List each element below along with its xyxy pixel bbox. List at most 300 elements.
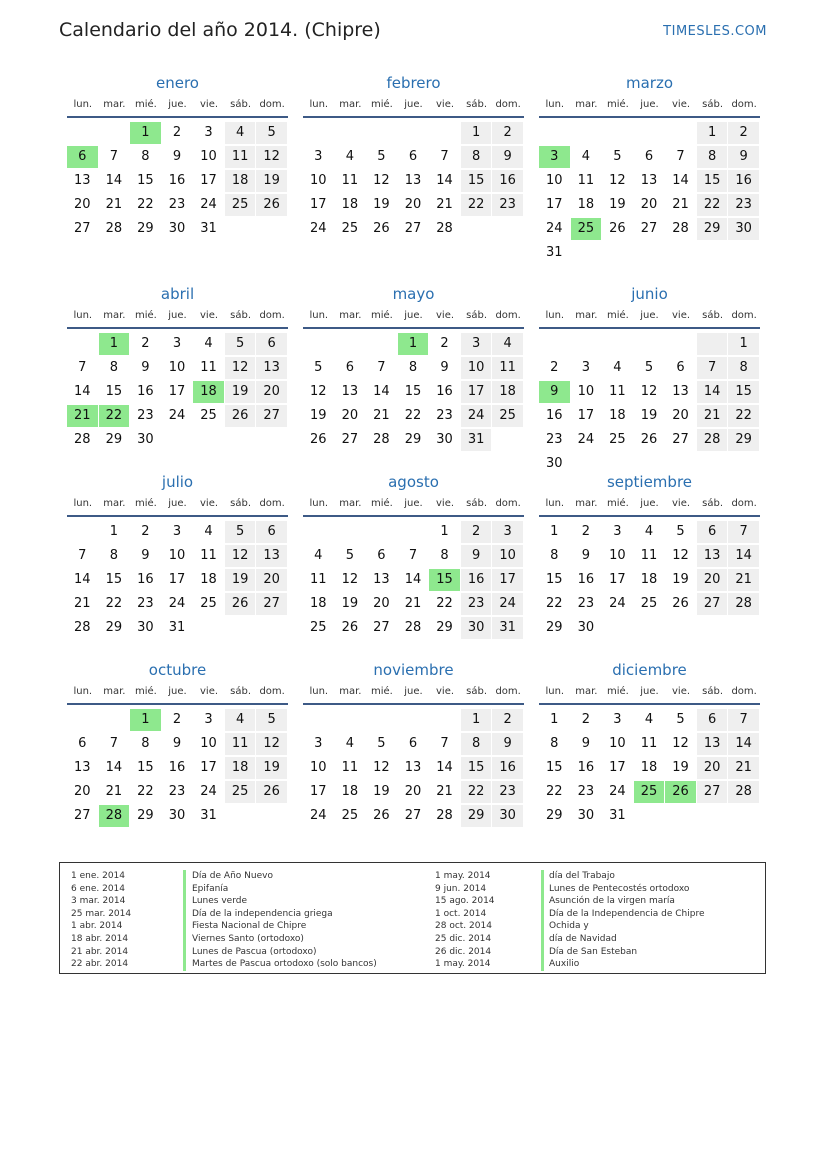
day-cell: 19 (640, 408, 658, 423)
day-cell: 1 (728, 333, 759, 355)
day-cell: 13 (373, 572, 390, 587)
weekday-label: lun. (309, 98, 329, 110)
day-cell: 2 (728, 122, 759, 144)
day-cell: 28 (436, 221, 453, 236)
day-cell: 18 (341, 784, 359, 799)
weekday-label: lun. (73, 497, 93, 509)
day-cell: 16 (168, 760, 186, 775)
day-cell: 5 (225, 333, 256, 355)
day-cell: 4 (225, 709, 256, 731)
day-cell: 10 (577, 384, 595, 399)
empty-cell (398, 521, 429, 543)
day-cell: 8 (728, 357, 759, 379)
day-cell: 20 (697, 757, 728, 779)
day-cell: 17 (492, 569, 523, 591)
day-cell: 28 (436, 808, 453, 823)
day-cell: 29 (137, 221, 154, 236)
day-cell: 27 (404, 221, 422, 236)
day-cell: 16 (137, 384, 154, 399)
day-cell: 14 (697, 381, 728, 403)
weekday-label: mar. (103, 497, 126, 509)
day-cell: 17 (461, 381, 492, 403)
day-cell: 11 (225, 146, 256, 168)
weekday-label: sáb. (702, 98, 724, 110)
day-cell: 29 (105, 620, 123, 635)
day-cell: 12 (373, 173, 390, 188)
day-cell: 23 (461, 593, 492, 615)
day-cell: 31 (546, 245, 563, 260)
day-cell: 30 (137, 432, 154, 447)
day-cell: 29 (105, 432, 123, 447)
day-cell: 5 (377, 736, 386, 751)
weekday-label: vie. (672, 98, 691, 110)
day-cell: 23 (577, 784, 595, 799)
weekday-label: mié. (370, 98, 393, 110)
day-cell: 7 (440, 149, 449, 164)
empty-cell (366, 122, 397, 144)
day-cell: 22 (728, 405, 759, 427)
day-cell: 10 (310, 760, 327, 775)
day-cell: 13 (74, 760, 91, 775)
day-cell: 7 (109, 736, 118, 751)
day-cell: 9 (461, 545, 492, 567)
day-cell: 11 (200, 360, 217, 375)
day-cell: 23 (546, 432, 563, 447)
day-cell: 27 (74, 221, 91, 236)
day-cell: 4 (492, 333, 523, 355)
day-cell: 5 (225, 521, 256, 543)
day-cell: 24 (609, 596, 626, 611)
weekday-header (539, 493, 760, 513)
day-cell: 21 (436, 197, 453, 212)
weekday-label: jue. (404, 309, 423, 321)
legend-holiday-name: Lunes de Pascua (ortodoxo) (192, 946, 317, 957)
day-cell: 30 (728, 218, 759, 240)
day-cell: 12 (640, 384, 658, 399)
day-cell: 8 (461, 146, 492, 168)
day-cell: 5 (345, 548, 354, 563)
day-cell: 31 (609, 808, 626, 823)
day-cell: 24 (461, 405, 492, 427)
day-cell: 4 (204, 524, 213, 539)
day-cell: 30 (577, 620, 595, 635)
header-rule (67, 116, 288, 118)
empty-cell (602, 333, 633, 355)
day-cell: 15 (105, 572, 123, 587)
day-cell: 19 (373, 197, 390, 212)
day-cell: 14 (74, 572, 91, 587)
day-cell: 19 (373, 784, 390, 799)
weekday-label: lun. (309, 497, 329, 509)
legend-right-names (549, 870, 705, 971)
day-cell: 11 (341, 173, 359, 188)
weekday-label: dom. (731, 309, 757, 321)
day-cell: 27 (404, 808, 422, 823)
weekday-label: mar. (339, 685, 362, 697)
day-cell: 2 (172, 712, 182, 727)
day-cell: 9 (440, 360, 449, 375)
day-cell: 2 (440, 336, 449, 351)
day-cell: 18 (341, 197, 359, 212)
day-cell: 13 (672, 384, 689, 399)
day-cell: 10 (461, 357, 492, 379)
legend-date: 18 abr. 2014 (71, 933, 129, 944)
day-cell: 30 (492, 805, 523, 827)
day-cell: 27 (697, 593, 728, 615)
holiday-day-cell: 26 (665, 781, 696, 803)
day-cell: 23 (137, 408, 154, 423)
day-cell: 26 (225, 405, 256, 427)
day-cell: 15 (105, 384, 123, 399)
month-name: julio (161, 473, 194, 491)
day-cell: 17 (577, 408, 595, 423)
day-cell: 1 (550, 712, 559, 727)
weekday-label: mar. (575, 309, 598, 321)
header-rule (539, 703, 760, 705)
month-name: enero (156, 74, 199, 92)
day-cell: 31 (492, 617, 523, 639)
day-cell: 25 (640, 596, 658, 611)
day-cell: 20 (373, 596, 390, 611)
day-cell: 5 (676, 712, 685, 727)
day-cell: 13 (697, 545, 728, 567)
empty-cell (99, 709, 130, 731)
day-cell: 25 (200, 408, 217, 423)
holiday-legend (59, 862, 766, 974)
day-cell: 6 (644, 149, 654, 164)
brand-link[interactable]: TIMESLES.COM (663, 24, 767, 39)
day-cell: 16 (137, 572, 154, 587)
day-cell: 9 (581, 548, 590, 563)
day-cell: 28 (728, 781, 759, 803)
weekday-label: sáb. (466, 685, 488, 697)
empty-cell (303, 333, 334, 355)
day-cell: 23 (137, 596, 154, 611)
weekday-label: dom. (495, 98, 521, 110)
day-cell: 28 (404, 620, 422, 635)
day-cell: 12 (672, 548, 689, 563)
day-cell: 30 (546, 456, 563, 471)
day-cell: 8 (141, 149, 150, 164)
day-cell: 11 (640, 736, 658, 751)
day-cell: 8 (440, 548, 449, 563)
weekday-label: mar. (339, 497, 362, 509)
day-cell: 21 (436, 784, 453, 799)
day-cell: 2 (172, 125, 182, 140)
weekday-header (539, 681, 760, 701)
day-cell: 24 (310, 808, 327, 823)
day-cell: 25 (492, 405, 523, 427)
legend-holiday-name: día de Navidad (549, 933, 617, 944)
legend-date: 15 ago. 2014 (435, 896, 495, 907)
day-cell: 1 (461, 709, 492, 731)
day-cell: 2 (141, 336, 150, 351)
day-cell: 6 (697, 709, 728, 731)
day-cell: 25 (341, 221, 359, 236)
month-name: septiembre (606, 473, 693, 491)
weekday-header (303, 94, 524, 114)
day-cell: 21 (697, 405, 728, 427)
day-cell: 12 (609, 173, 626, 188)
header-rule (539, 327, 760, 329)
month-name: diciembre (612, 661, 687, 679)
weekday-label: dom. (495, 685, 521, 697)
day-cell: 9 (141, 360, 150, 375)
weekday-label: mié. (370, 497, 393, 509)
header-rule (67, 327, 288, 329)
empty-cell (634, 122, 665, 144)
day-cell: 12 (225, 357, 256, 379)
day-cell: 23 (168, 197, 186, 212)
day-cell: 22 (461, 194, 492, 216)
day-cell: 14 (436, 760, 453, 775)
day-cell: 7 (109, 149, 118, 164)
empty-cell (398, 709, 429, 731)
weekday-label: vie. (200, 98, 219, 110)
day-cell: 16 (436, 384, 453, 399)
day-cell: 5 (314, 360, 323, 375)
day-cell: 4 (644, 712, 654, 727)
legend-holiday-name: Día de la Independencia de Chipre (549, 908, 705, 919)
day-cell: 17 (200, 173, 217, 188)
month-name: mayo (392, 285, 435, 303)
day-cell: 26 (373, 221, 390, 236)
day-cell: 22 (105, 596, 123, 611)
day-cell: 28 (74, 620, 91, 635)
month-noviembre (303, 659, 524, 829)
weekday-label: sáb. (230, 98, 252, 110)
day-cell: 21 (672, 197, 689, 212)
day-cell: 6 (345, 360, 354, 375)
weekday-label: mié. (134, 497, 157, 509)
empty-cell (366, 333, 397, 355)
weekday-label: dom. (731, 685, 757, 697)
day-cell: 20 (74, 197, 91, 212)
day-cell: 23 (492, 194, 523, 216)
weekday-label: lun. (545, 98, 565, 110)
day-cell: 26 (256, 781, 287, 803)
weekday-label: sáb. (230, 309, 252, 321)
day-cell: 20 (341, 408, 359, 423)
day-cell: 26 (672, 596, 689, 611)
day-cell: 10 (609, 548, 626, 563)
holiday-day-cell: 1 (99, 333, 130, 355)
weekday-label: sáb. (230, 497, 252, 509)
day-cell: 18 (492, 381, 523, 403)
day-cell: 6 (408, 149, 418, 164)
day-cell: 20 (404, 197, 422, 212)
weekday-label: lun. (545, 685, 565, 697)
day-cell: 29 (728, 429, 759, 451)
day-cell: 16 (728, 170, 759, 192)
weekday-label: vie. (672, 685, 691, 697)
day-cell: 14 (728, 545, 759, 567)
day-cell: 22 (436, 596, 453, 611)
month-mayo (303, 283, 524, 471)
day-cell: 6 (256, 521, 287, 543)
day-cell: 5 (613, 149, 622, 164)
day-cell: 7 (78, 548, 87, 563)
day-cell: 12 (256, 146, 287, 168)
weekday-label: jue. (168, 98, 187, 110)
day-cell: 26 (256, 194, 287, 216)
day-cell: 20 (256, 381, 287, 403)
day-cell: 15 (137, 173, 154, 188)
weekday-label: vie. (200, 309, 219, 321)
holiday-day-cell: 1 (398, 333, 429, 355)
legend-holiday-name: Día de Año Nuevo (192, 871, 273, 881)
weekday-label: jue. (404, 685, 423, 697)
legend-holiday-name: Lunes de Pentecostés ortodoxo (549, 883, 690, 894)
weekday-label: mar. (575, 98, 598, 110)
weekday-header (303, 305, 524, 325)
day-cell: 19 (609, 197, 626, 212)
day-cell: 16 (492, 757, 523, 779)
empty-cell (303, 709, 334, 731)
holiday-day-cell: 6 (67, 146, 98, 168)
weekday-label: mar. (103, 309, 126, 321)
empty-cell (67, 333, 98, 355)
day-cell: 20 (640, 197, 658, 212)
weekday-label: mar. (339, 98, 362, 110)
day-cell: 26 (609, 221, 626, 236)
day-grid (539, 520, 760, 640)
day-cell: 4 (314, 548, 323, 563)
month-agosto (303, 471, 524, 659)
weekday-label: sáb. (702, 309, 724, 321)
day-cell: 11 (577, 173, 595, 188)
day-cell: 12 (310, 384, 327, 399)
day-cell: 25 (310, 620, 327, 635)
day-cell: 10 (200, 149, 217, 164)
day-cell: 17 (168, 572, 186, 587)
legend-holiday-name: Día de San Esteban (549, 946, 638, 957)
day-cell: 9 (492, 146, 523, 168)
day-cell: 28 (728, 593, 759, 615)
empty-cell (335, 333, 366, 355)
empty-cell (429, 709, 460, 731)
day-cell: 27 (256, 593, 287, 615)
weekday-label: mar. (103, 685, 126, 697)
holiday-day-cell: 21 (67, 405, 98, 427)
day-cell: 10 (546, 173, 563, 188)
day-cell: 17 (609, 760, 626, 775)
weekday-label: dom. (259, 309, 285, 321)
weekday-label: lun. (73, 98, 93, 110)
weekday-label: dom. (731, 98, 757, 110)
weekday-label: sáb. (702, 685, 724, 697)
day-cell: 19 (225, 569, 256, 591)
weekday-label: mié. (606, 685, 629, 697)
weekday-label: lun. (73, 309, 93, 321)
weekday-label: mié. (606, 309, 629, 321)
day-cell: 7 (440, 736, 449, 751)
day-cell: 3 (172, 336, 182, 351)
day-cell: 27 (74, 808, 91, 823)
legend-date: 1 oct. 2014 (435, 908, 487, 919)
legend-date: 9 jun. 2014 (435, 883, 487, 894)
day-cell: 23 (436, 408, 453, 423)
legend-date: 1 may. 2014 (435, 871, 491, 881)
day-cell: 13 (256, 357, 287, 379)
weekday-header (67, 681, 288, 701)
day-cell: 3 (613, 524, 622, 539)
day-cell: 12 (225, 545, 256, 567)
day-cell: 8 (461, 733, 492, 755)
day-cell: 5 (256, 122, 287, 144)
day-cell: 19 (310, 408, 327, 423)
weekday-label: vie. (436, 497, 455, 509)
day-cell: 9 (492, 733, 523, 755)
day-cell: 2 (550, 360, 559, 375)
year-calendar (67, 72, 760, 829)
day-cell: 19 (672, 572, 689, 587)
month-septiembre (539, 471, 760, 659)
weekday-label: mar. (339, 309, 362, 321)
day-cell: 10 (609, 736, 626, 751)
day-cell: 15 (697, 170, 728, 192)
day-cell: 30 (168, 808, 186, 823)
month-name: noviembre (373, 661, 454, 679)
day-cell: 3 (172, 524, 182, 539)
day-cell: 5 (377, 149, 386, 164)
day-grid (67, 708, 288, 828)
legend-date: 22 abr. 2014 (71, 959, 129, 970)
day-cell: 14 (105, 173, 123, 188)
day-grid (67, 121, 288, 241)
day-cell: 6 (697, 521, 728, 543)
day-cell: 31 (200, 221, 217, 236)
weekday-label: jue. (404, 98, 423, 110)
day-cell: 7 (728, 521, 759, 543)
weekday-label: sáb. (230, 685, 252, 697)
day-cell: 13 (74, 173, 91, 188)
day-cell: 8 (697, 146, 728, 168)
day-cell: 3 (314, 736, 323, 751)
day-cell: 17 (310, 197, 327, 212)
day-cell: 27 (672, 432, 689, 447)
day-cell: 19 (672, 760, 689, 775)
header-rule (67, 703, 288, 705)
day-cell: 29 (697, 218, 728, 240)
day-cell: 21 (728, 757, 759, 779)
day-cell: 25 (341, 808, 359, 823)
day-cell: 13 (640, 173, 658, 188)
weekday-label: jue. (168, 497, 187, 509)
day-cell: 14 (672, 173, 689, 188)
month-octubre (67, 659, 288, 829)
day-cell: 15 (461, 757, 492, 779)
day-cell: 20 (256, 569, 287, 591)
day-cell: 22 (461, 781, 492, 803)
day-cell: 9 (728, 146, 759, 168)
day-cell: 30 (137, 620, 154, 635)
day-cell: 22 (137, 784, 154, 799)
day-cell: 27 (341, 432, 359, 447)
weekday-label: vie. (672, 497, 691, 509)
day-cell: 3 (204, 712, 213, 727)
day-cell: 21 (74, 596, 91, 611)
day-cell: 25 (225, 194, 256, 216)
day-cell: 22 (404, 408, 422, 423)
day-cell: 19 (225, 381, 256, 403)
day-cell: 15 (546, 572, 563, 587)
month-name: marzo (625, 74, 674, 92)
legend-date: 28 oct. 2014 (435, 921, 492, 932)
day-cell: 10 (200, 736, 217, 751)
empty-cell (303, 122, 334, 144)
weekday-label: sáb. (702, 497, 724, 509)
